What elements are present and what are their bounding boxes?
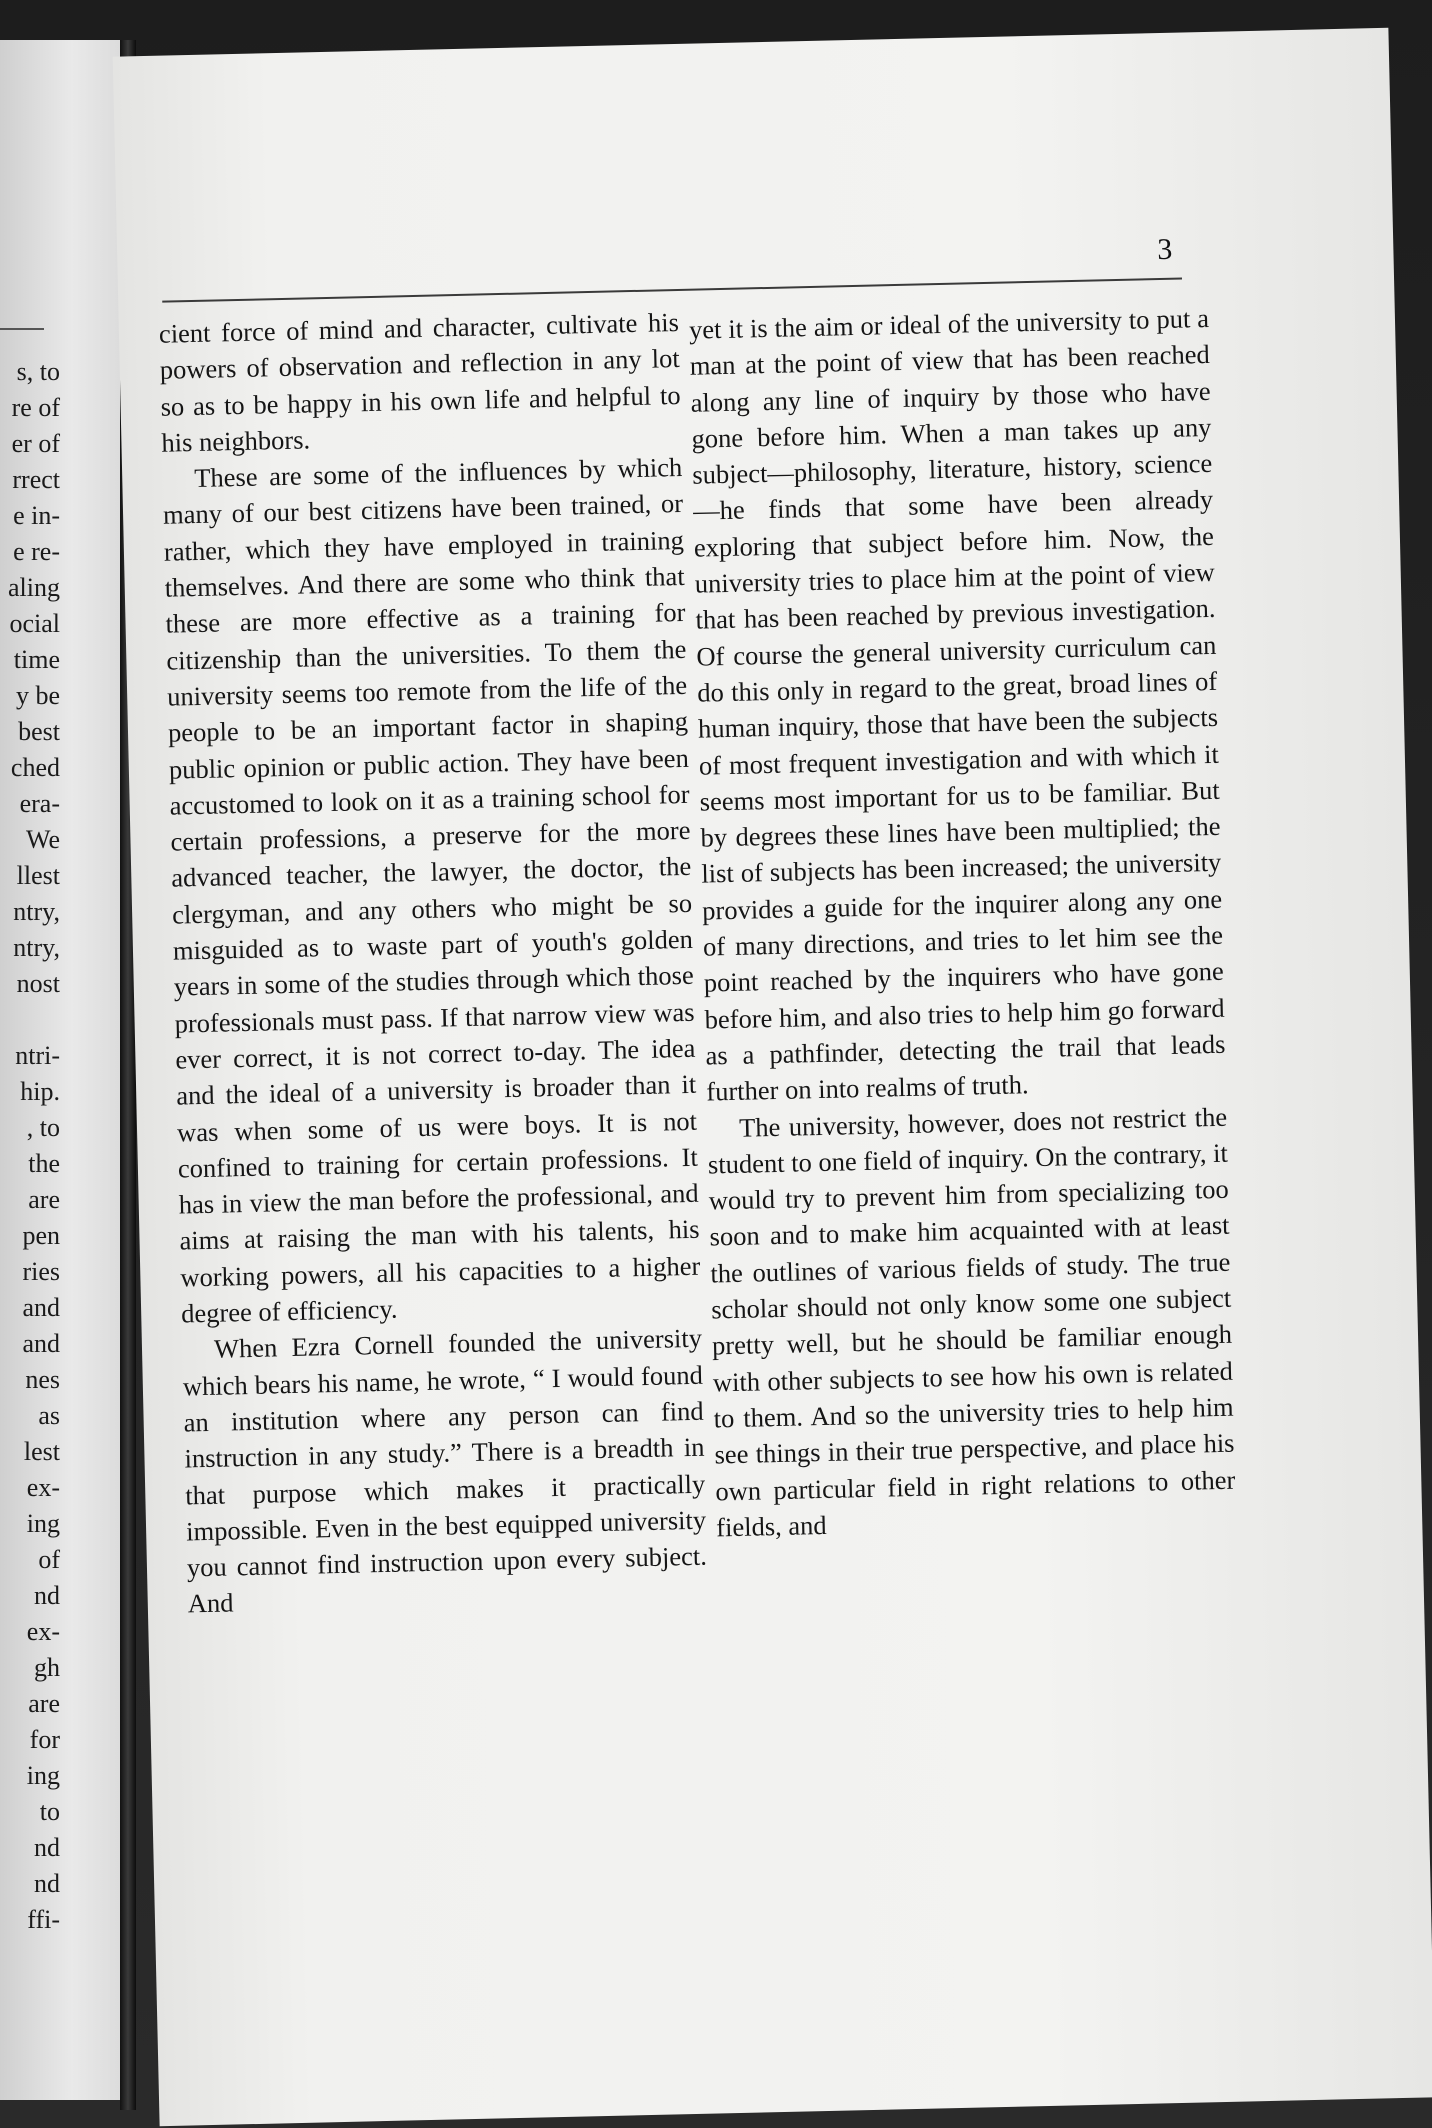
previous-page-line: nes — [25, 1365, 60, 1394]
previous-page-line: re of — [11, 393, 60, 422]
previous-page-line: y be — [15, 681, 60, 710]
previous-page-line: , to — [26, 1113, 60, 1142]
paragraph: The university, however, does not restrict the student to one field of inquiry. On the contrary, it would try to prevent him from specializing too soon and to make him acquainted with at least the outlines of various fields of study. The true scholar should not only know some one subject pretty well, but he should be familiar enough with other subjects to see how his own is related to them. And so the university tries to help him see things in their true perspective, and place his own particular field in right relations to other fields, and — [707, 1101, 1236, 1543]
previous-page-line: nd — [34, 1833, 60, 1862]
previous-page-line: are — [28, 1185, 60, 1214]
previous-page-line: nd — [34, 1581, 60, 1610]
previous-page-line: for — [29, 1725, 60, 1754]
page-number: 3 — [1156, 232, 1173, 267]
previous-page-line: ing — [26, 1761, 60, 1790]
previous-page-line: ex- — [26, 1473, 60, 1502]
previous-page-line — [8, 1002, 60, 1038]
previous-page-line: gh — [34, 1653, 60, 1682]
previous-page-line: as — [38, 1401, 60, 1430]
right-column — [689, 300, 1237, 1546]
previous-page-line: We — [26, 825, 60, 854]
paragraph: cient force of mind and character, cultivate his powers of observation and reflection in any lot so as to be happy in his own life and helpful to his neighbors. — [158, 306, 681, 458]
paragraph: These are some of the influences by which many of our best citizens have been trained, or rather, which they have employed in training themselves. And there are some who think that these are more effective as a training for citizenship than the universities. To them the university seems too remote from the life of the people to be an important factor in shaping public opinion or public action. They have been accustomed to look on it as a training school for certain professions, a preserve for the more advanced teacher, the lawyer, the doctor, the clergyman, and any others who might be so misguided as to waste part of youth's golden years in some of the studies through which those professionals must pass. If that narrow view was ever correct, it is not correct to-day. The idea and the ideal of a university is broader than it was when some of us were boys. It is not confined to training for certain professions. It has in view the man before the professional, and aims at raising the man with his talents, his working powers, all his capacities to a higher degree of efficiency. — [162, 452, 701, 1329]
paragraph: When Ezra Cornell founded the university which bears his name, he wrote, “ I would found an institution where any person can find instruction in any study.” There is a breadth in that purpose which makes it practically impossible. Even in the best equipped university you cannot find instruction upon every subject. And — [182, 1323, 708, 1619]
paragraph: yet it is the aim or ideal of the university to put a man at the point of view that has been reached along any line of inquiry by those who have gone before him. When a man takes up any subject—philosophy, literature, history, science—he finds that some have been already exploring that subject before him. Now, the university tries to place him at the point of view that has been reached by previous investigation. Of course the general university curriculum can do this only in regard to the great, broad lines of human inquiry, those that have been the subjects of most frequent investigation and with which it seems most important for us to be familiar. But by degrees these lines have been multiplied; the list of subjects has been increased; the university provides a guide for the inquirer along any one of many directions, and tries to let him see the point reached by the inquirers who have gone before him, and also tries to help him go forward as a pathfinder, detecting the trail that leads further on into realms of truth. — [688, 302, 1226, 1107]
previous-page-line: to — [39, 1797, 60, 1826]
left-column — [159, 304, 709, 1622]
previous-page-line: ntry, — [13, 933, 60, 962]
previous-page-line: aling — [8, 573, 60, 602]
previous-page-line: ex- — [26, 1617, 60, 1646]
previous-page-line: lest — [23, 1437, 60, 1466]
previous-page-line: pen — [22, 1221, 60, 1250]
previous-page-line: era- — [19, 789, 60, 818]
previous-page-line: nost — [16, 969, 60, 998]
previous-page-line: are — [28, 1689, 60, 1718]
previous-page-line: s, to — [16, 357, 60, 386]
previous-page-line: e in- — [13, 501, 60, 530]
previous-page-line: and — [22, 1293, 60, 1322]
previous-page-line: hip. — [20, 1077, 60, 1106]
previous-page-line: nd — [34, 1869, 60, 1898]
previous-page-line: ing — [26, 1509, 60, 1538]
previous-page-line: of — [38, 1545, 60, 1574]
previous-page-line: ntri- — [15, 1041, 60, 1070]
previous-page-line: rrect — [12, 465, 60, 494]
previous-page-line: best — [18, 717, 60, 746]
previous-page-line: ocial — [9, 609, 60, 638]
previous-page-text-fragments — [8, 354, 60, 1938]
previous-page-line: llest — [16, 861, 60, 890]
previous-page-line: time — [13, 645, 60, 674]
current-page — [113, 28, 1432, 2126]
previous-page-line: and — [22, 1329, 60, 1358]
previous-page-line: ched — [10, 753, 60, 782]
header-rule — [162, 278, 1182, 303]
previous-page-line: the — [28, 1149, 60, 1178]
previous-page-line: er of — [11, 429, 60, 458]
previous-page-line: e re- — [13, 537, 60, 566]
previous-page-edge — [0, 40, 120, 2100]
previous-page-rule — [0, 328, 44, 330]
previous-page-line: ries — [22, 1257, 60, 1286]
previous-page-line: ntry, — [13, 897, 60, 926]
previous-page-line: ffi- — [27, 1905, 60, 1934]
